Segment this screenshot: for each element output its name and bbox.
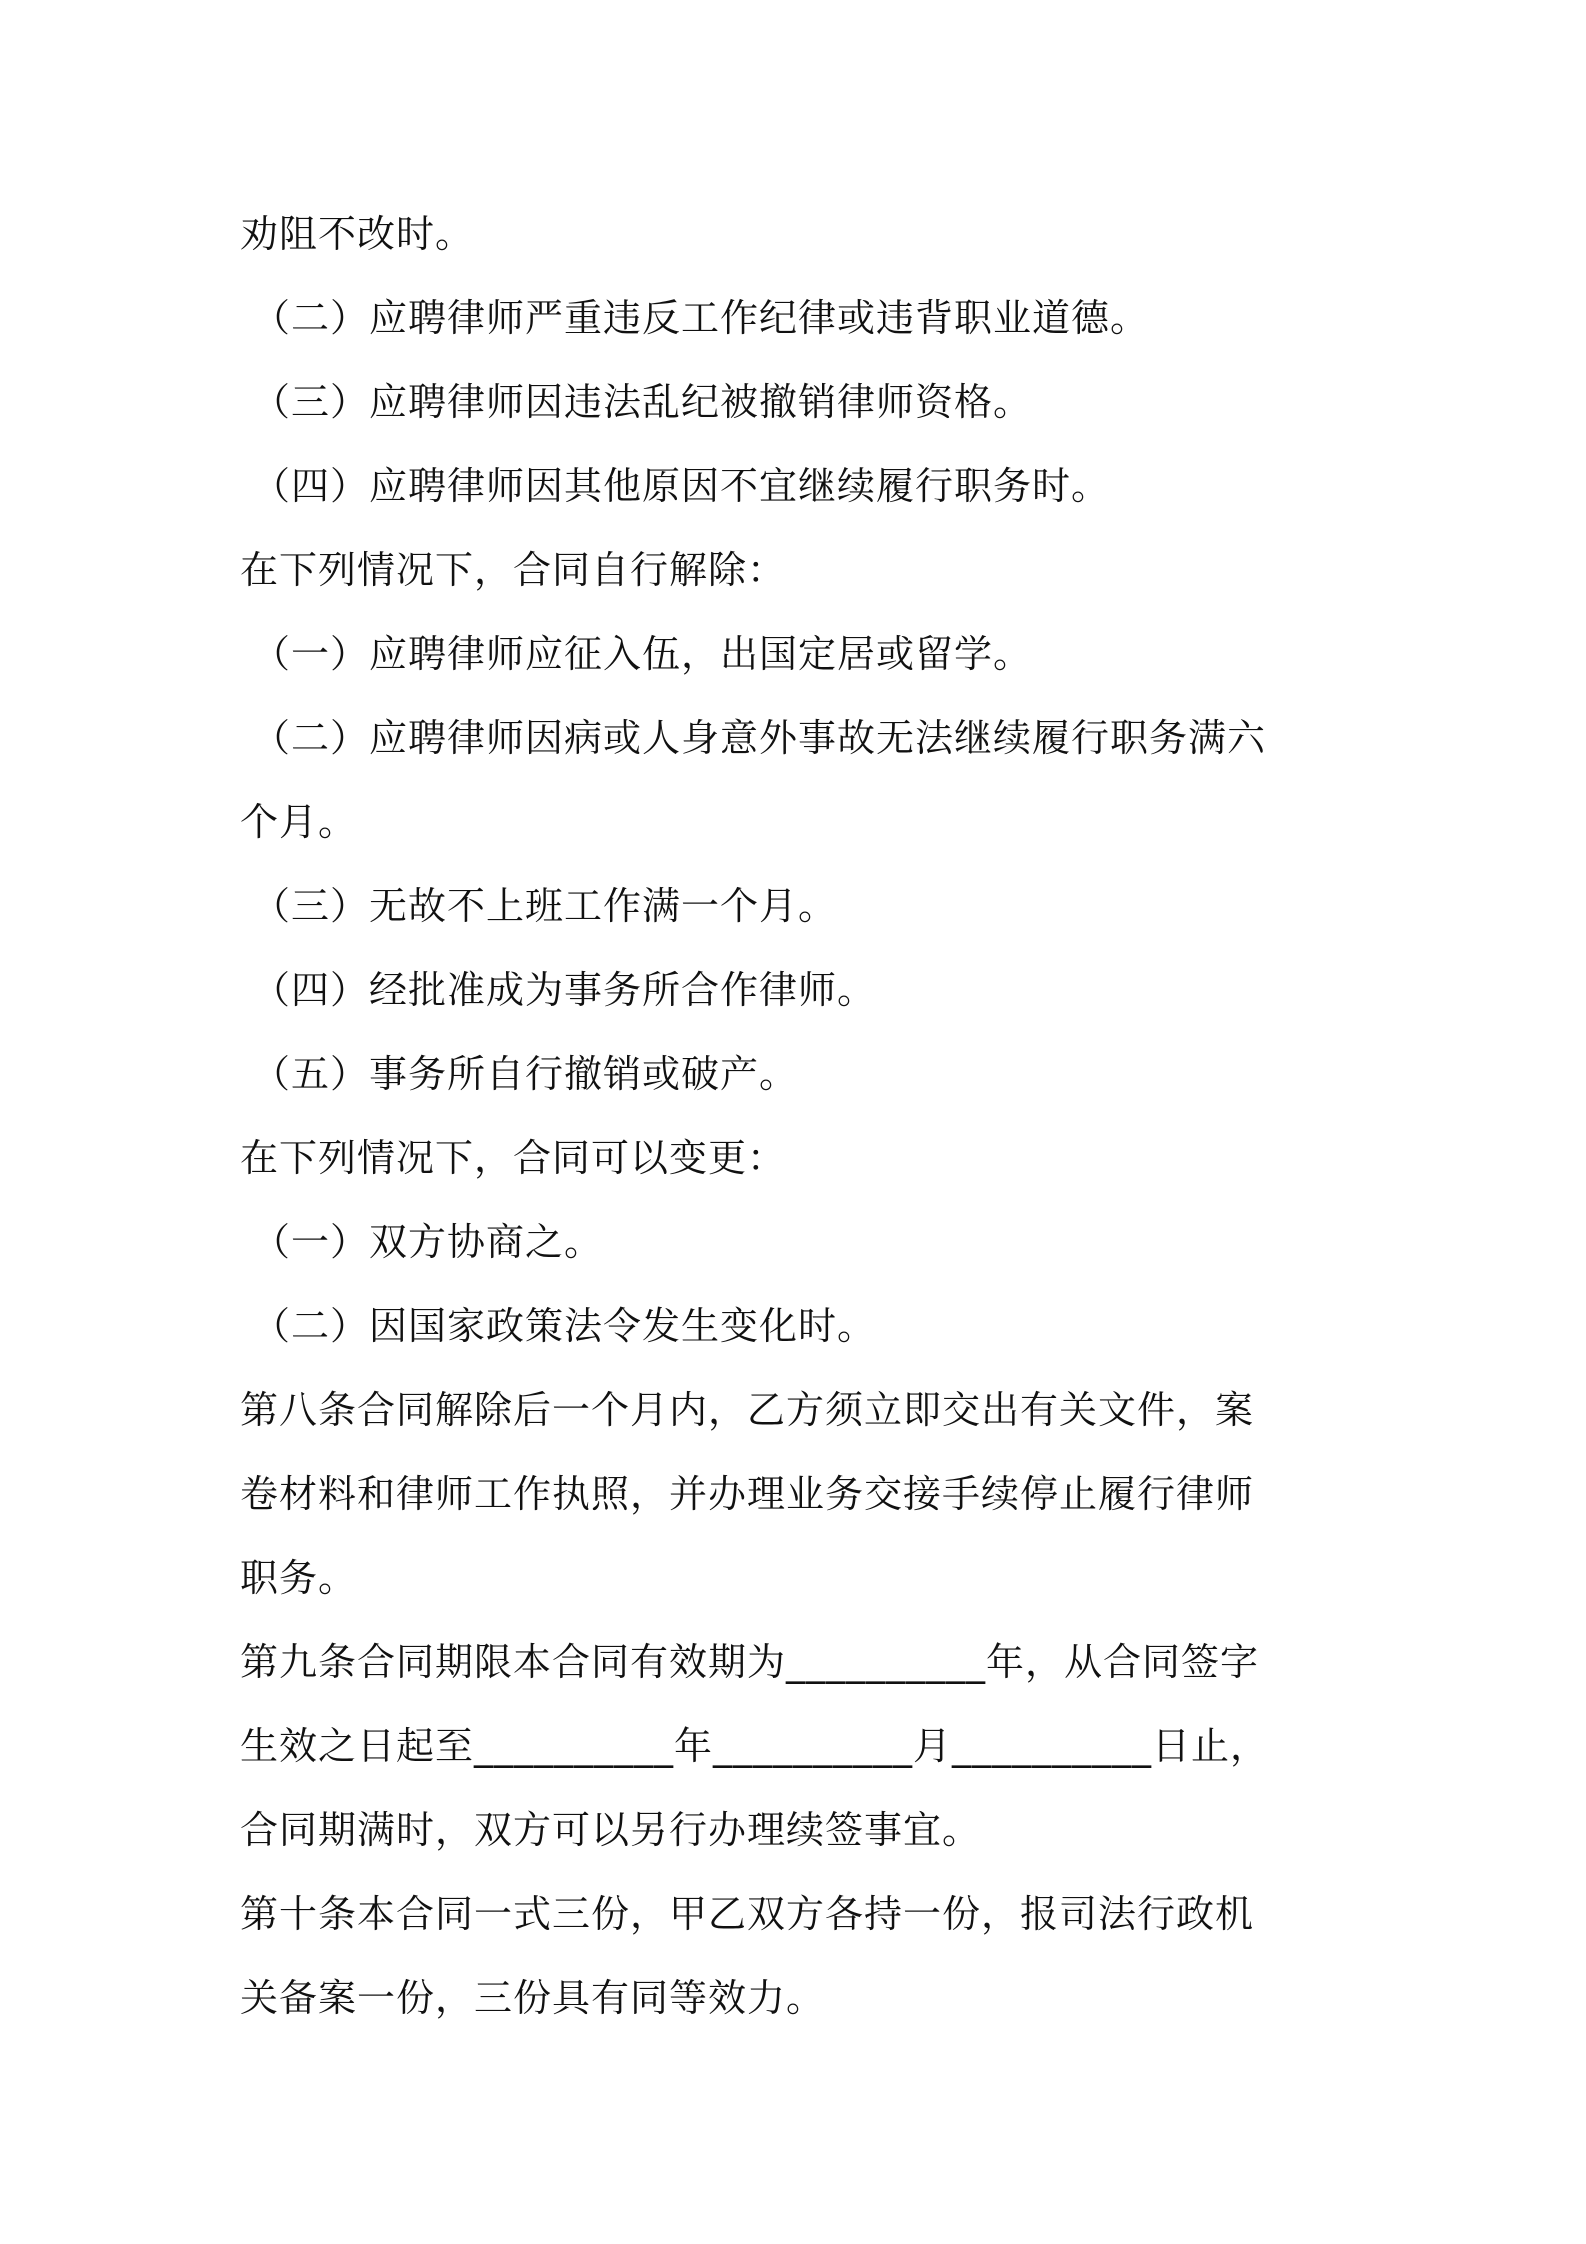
text-line: （一）应聘律师应征入伍，出国定居或留学。 (252, 632, 1033, 676)
text-line: 个月。 (240, 800, 358, 844)
text-line: 在下列情况下，合同自行解除： (240, 548, 787, 592)
text-line: 第八条合同解除后一个月内，乙方须立即交出有关文件，案 (240, 1388, 1255, 1432)
text-line: 在下列情况下，合同可以变更： (240, 1136, 787, 1180)
text-line: （一）双方协商之。 (252, 1220, 604, 1264)
text-line: （五）事务所自行撤销或破产。 (252, 1052, 799, 1096)
text-line: 合同期满时，双方可以另行办理续签事宜。 (240, 1808, 982, 1852)
text-line: （三）应聘律师因违法乱纪被撤销律师资格。 (252, 380, 1033, 424)
text-line: 生效之日起至__________年__________月__________日止， (240, 1724, 1270, 1768)
document-body (240, 192, 1360, 2040)
text-line: 卷材料和律师工作执照，并办理业务交接手续停止履行律师 (240, 1472, 1255, 1516)
text-line: （三）无故不上班工作满一个月。 (252, 884, 838, 928)
text-line: 职务。 (240, 1556, 358, 1600)
text-line: （二）因国家政策法令发生变化时。 (252, 1304, 877, 1348)
text-line: 第十条本合同一式三份，甲乙双方各持一份，报司法行政机 (240, 1892, 1255, 1936)
text-line: （四）经批准成为事务所合作律师。 (252, 968, 877, 1012)
text-line: 第九条合同期限本合同有效期为__________年，从合同签字 (240, 1640, 1260, 1684)
text-line: （二）应聘律师严重违反工作纪律或违背职业道德。 (252, 296, 1150, 340)
text-line: （四）应聘律师因其他原因不宜继续履行职务时。 (252, 464, 1111, 508)
text-line: 关备案一份，三份具有同等效力。 (240, 1976, 826, 2020)
text-line: 劝阻不改时。 (240, 212, 475, 256)
text-line: （二）应聘律师因病或人身意外事故无法继续履行职务满六 (252, 716, 1267, 760)
